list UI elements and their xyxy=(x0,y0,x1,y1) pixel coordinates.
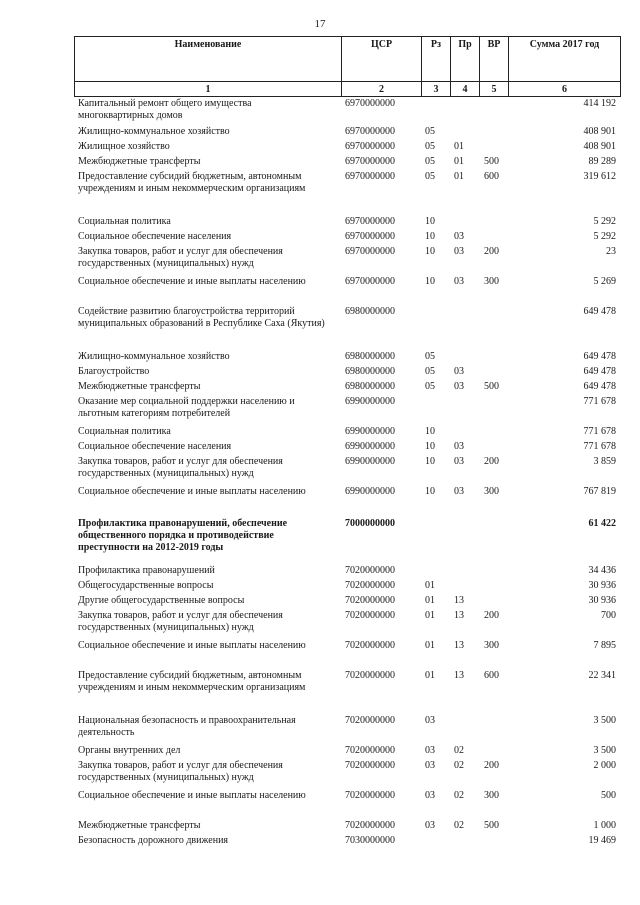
row-sum: 5 292 xyxy=(593,216,616,227)
row-vr: 200 xyxy=(484,760,499,771)
row-rz: 01 xyxy=(425,595,435,606)
row-name: Социальная политика xyxy=(78,426,171,437)
row-sum: 319 612 xyxy=(583,171,616,182)
column-header-pr: Пр xyxy=(451,37,480,82)
row-csr: 6980000000 xyxy=(345,351,395,362)
row-csr: 7020000000 xyxy=(345,565,395,576)
row-vr: 600 xyxy=(484,171,499,182)
row-sum: 700 xyxy=(601,610,616,621)
row-name: Социальное обеспечение и иные выплаты населению xyxy=(78,486,306,497)
row-pr: 01 xyxy=(454,141,464,152)
row-name: Закупка товаров, работ и услуг для обеспечения государственных (муниципальных) нужд xyxy=(78,246,283,269)
row-pr: 03 xyxy=(454,381,464,392)
page-number: 17 xyxy=(314,18,326,30)
row-pr: 03 xyxy=(454,486,464,497)
column-number: 2 xyxy=(342,82,422,97)
row-csr: 6970000000 xyxy=(345,141,395,152)
row-sum: 3 500 xyxy=(593,715,616,726)
row-name: Профилактика правонарушений xyxy=(78,565,215,576)
row-sum: 649 478 xyxy=(583,306,616,317)
row-rz: 10 xyxy=(425,216,435,227)
row-pr: 13 xyxy=(454,610,464,621)
row-rz: 01 xyxy=(425,670,435,681)
row-pr: 02 xyxy=(454,760,464,771)
row-csr: 7020000000 xyxy=(345,790,395,801)
row-rz: 10 xyxy=(425,231,435,242)
row-csr: 7020000000 xyxy=(345,745,395,756)
row-vr: 300 xyxy=(484,276,499,287)
row-rz: 01 xyxy=(425,610,435,621)
row-name: Капитальный ремонт общего имущества многоквартирных домов xyxy=(78,98,252,121)
row-vr: 200 xyxy=(484,456,499,467)
row-pr: 03 xyxy=(454,456,464,467)
row-csr: 6970000000 xyxy=(345,246,395,257)
row-csr: 6970000000 xyxy=(345,231,395,242)
row-name: Социальная политика xyxy=(78,216,171,227)
row-name: Предоставление субсидий бюджетным, автономным учреждениям и иным некоммерческим организациям xyxy=(78,171,306,194)
row-rz: 10 xyxy=(425,276,435,287)
row-csr: 7020000000 xyxy=(345,760,395,771)
row-sum: 408 901 xyxy=(583,141,616,152)
row-pr: 02 xyxy=(454,745,464,756)
row-sum: 500 xyxy=(601,790,616,801)
row-pr: 13 xyxy=(454,640,464,651)
row-rz: 05 xyxy=(425,126,435,137)
row-pr: 03 xyxy=(454,231,464,242)
row-name: Социальное обеспечение и иные выплаты населению xyxy=(78,790,306,801)
row-sum: 3 859 xyxy=(593,456,616,467)
row-vr: 300 xyxy=(484,790,499,801)
row-csr: 6970000000 xyxy=(345,126,395,137)
row-rz: 03 xyxy=(425,745,435,756)
column-number: 3 xyxy=(422,82,451,97)
row-sum: 771 678 xyxy=(583,426,616,437)
row-csr: 6970000000 xyxy=(345,98,395,109)
row-csr: 6990000000 xyxy=(345,426,395,437)
row-name: Межбюджетные трансферты xyxy=(78,156,201,167)
row-name: Межбюджетные трансферты xyxy=(78,820,201,831)
row-csr: 7030000000 xyxy=(345,835,395,846)
row-sum: 767 819 xyxy=(583,486,616,497)
row-name: Общегосударственные вопросы xyxy=(78,580,214,591)
row-vr: 200 xyxy=(484,246,499,257)
row-sum: 408 901 xyxy=(583,126,616,137)
row-sum: 3 500 xyxy=(593,745,616,756)
row-csr: 6970000000 xyxy=(345,276,395,287)
row-name: Межбюджетные трансферты xyxy=(78,381,201,392)
row-rz: 10 xyxy=(425,246,435,257)
row-csr: 6980000000 xyxy=(345,306,395,317)
row-name: Социальное обеспечение и иные выплаты населению xyxy=(78,640,306,651)
row-rz: 01 xyxy=(425,580,435,591)
row-sum: 19 469 xyxy=(588,835,616,846)
row-name: Содействие развитию благоустройства территорий муниципальных образований в Республике Саха (Якутия) xyxy=(78,306,325,329)
row-csr: 6990000000 xyxy=(345,456,395,467)
column-header-vr: ВР xyxy=(480,37,509,82)
row-rz: 05 xyxy=(425,141,435,152)
row-csr: 6980000000 xyxy=(345,381,395,392)
column-number: 4 xyxy=(451,82,480,97)
row-vr: 200 xyxy=(484,610,499,621)
row-vr: 500 xyxy=(484,381,499,392)
row-sum: 771 678 xyxy=(583,396,616,407)
row-rz: 10 xyxy=(425,486,435,497)
column-header-rz: Рз xyxy=(422,37,451,82)
row-pr: 13 xyxy=(454,595,464,606)
table-header xyxy=(74,36,621,97)
row-csr: 6990000000 xyxy=(345,486,395,497)
row-pr: 03 xyxy=(454,441,464,452)
row-csr: 7020000000 xyxy=(345,640,395,651)
row-csr: 6990000000 xyxy=(345,441,395,452)
row-csr: 7000000000 xyxy=(345,518,395,529)
row-rz: 03 xyxy=(425,715,435,726)
column-number: 6 xyxy=(509,82,621,97)
row-sum: 34 436 xyxy=(588,565,616,576)
row-sum: 30 936 xyxy=(588,595,616,606)
row-pr: 03 xyxy=(454,276,464,287)
row-rz: 05 xyxy=(425,381,435,392)
row-csr: 6990000000 xyxy=(345,396,395,407)
row-sum: 61 422 xyxy=(588,518,616,529)
row-name: Безопасность дорожного движения xyxy=(78,835,229,846)
column-number: 5 xyxy=(480,82,509,97)
row-pr: 02 xyxy=(454,790,464,801)
row-pr: 01 xyxy=(454,156,464,167)
row-name: Другие общегосударственные вопросы xyxy=(78,595,245,606)
row-pr: 13 xyxy=(454,670,464,681)
row-name: Закупка товаров, работ и услуг для обеспечения государственных (муниципальных) нужд xyxy=(78,456,283,479)
row-csr: 7020000000 xyxy=(345,820,395,831)
row-csr: 6970000000 xyxy=(345,156,395,167)
row-name: Благоустройство xyxy=(78,366,150,377)
row-rz: 03 xyxy=(425,790,435,801)
row-sum: 1 000 xyxy=(593,820,616,831)
row-sum: 771 678 xyxy=(583,441,616,452)
row-rz: 03 xyxy=(425,820,435,831)
row-pr: 02 xyxy=(454,820,464,831)
column-number: 1 xyxy=(75,82,342,97)
row-pr: 03 xyxy=(454,246,464,257)
row-rz: 10 xyxy=(425,441,435,452)
row-name: Социальное обеспечение населения xyxy=(78,441,232,452)
row-name: Национальная безопасность и правоохранительная деятельность xyxy=(78,715,296,738)
row-name: Закупка товаров, работ и услуг для обеспечения государственных (муниципальных) нужд xyxy=(78,610,283,633)
row-sum: 2 000 xyxy=(593,760,616,771)
row-sum: 30 936 xyxy=(588,580,616,591)
row-rz: 05 xyxy=(425,366,435,377)
row-rz: 05 xyxy=(425,171,435,182)
row-sum: 22 341 xyxy=(588,670,616,681)
row-rz: 10 xyxy=(425,426,435,437)
row-vr: 500 xyxy=(484,820,499,831)
row-sum: 23 xyxy=(606,246,616,257)
row-name: Жилищно-коммунальное хозяйство xyxy=(78,126,230,137)
row-sum: 649 478 xyxy=(583,381,616,392)
row-sum: 414 192 xyxy=(583,98,616,109)
row-sum: 649 478 xyxy=(583,366,616,377)
row-csr: 7020000000 xyxy=(345,580,395,591)
row-vr: 300 xyxy=(484,640,499,651)
row-sum: 5 292 xyxy=(593,231,616,242)
row-csr: 6970000000 xyxy=(345,216,395,227)
row-vr: 500 xyxy=(484,156,499,167)
row-sum: 89 289 xyxy=(588,156,616,167)
row-name: Предоставление субсидий бюджетным, автономным учреждениям и иным некоммерческим организациям xyxy=(78,670,306,693)
column-header-sum: Сумма 2017 год xyxy=(509,37,621,82)
row-csr: 6980000000 xyxy=(345,366,395,377)
row-name: Профилактика правонарушений, обеспечение общественного порядка и противодействие преступности на 2012-2019 годы xyxy=(78,518,288,553)
row-sum: 5 269 xyxy=(593,276,616,287)
row-sum: 7 895 xyxy=(593,640,616,651)
row-rz: 01 xyxy=(425,640,435,651)
row-name: Жилищно-коммунальное хозяйство xyxy=(78,351,230,362)
row-vr: 600 xyxy=(484,670,499,681)
row-name: Закупка товаров, работ и услуг для обеспечения государственных (муниципальных) нужд xyxy=(78,760,283,783)
row-pr: 03 xyxy=(454,366,464,377)
row-csr: 7020000000 xyxy=(345,610,395,621)
row-rz: 10 xyxy=(425,456,435,467)
row-name: Социальное обеспечение населения xyxy=(78,231,232,242)
row-rz: 05 xyxy=(425,156,435,167)
row-csr: 7020000000 xyxy=(345,670,395,681)
row-name: Оказание мер социальной поддержки населению и льготным категориям потребителей xyxy=(78,396,295,419)
row-name: Жилищное хозяйство xyxy=(78,141,170,152)
column-header-name: Наименование xyxy=(75,37,342,82)
row-csr: 6970000000 xyxy=(345,171,395,182)
column-header-csr: ЦСР xyxy=(342,37,422,82)
row-csr: 7020000000 xyxy=(345,715,395,726)
row-name: Социальное обеспечение и иные выплаты населению xyxy=(78,276,306,287)
row-rz: 03 xyxy=(425,760,435,771)
row-csr: 7020000000 xyxy=(345,595,395,606)
row-sum: 649 478 xyxy=(583,351,616,362)
row-vr: 300 xyxy=(484,486,499,497)
row-pr: 01 xyxy=(454,171,464,182)
row-rz: 05 xyxy=(425,351,435,362)
row-name: Органы внутренних дел xyxy=(78,745,181,756)
